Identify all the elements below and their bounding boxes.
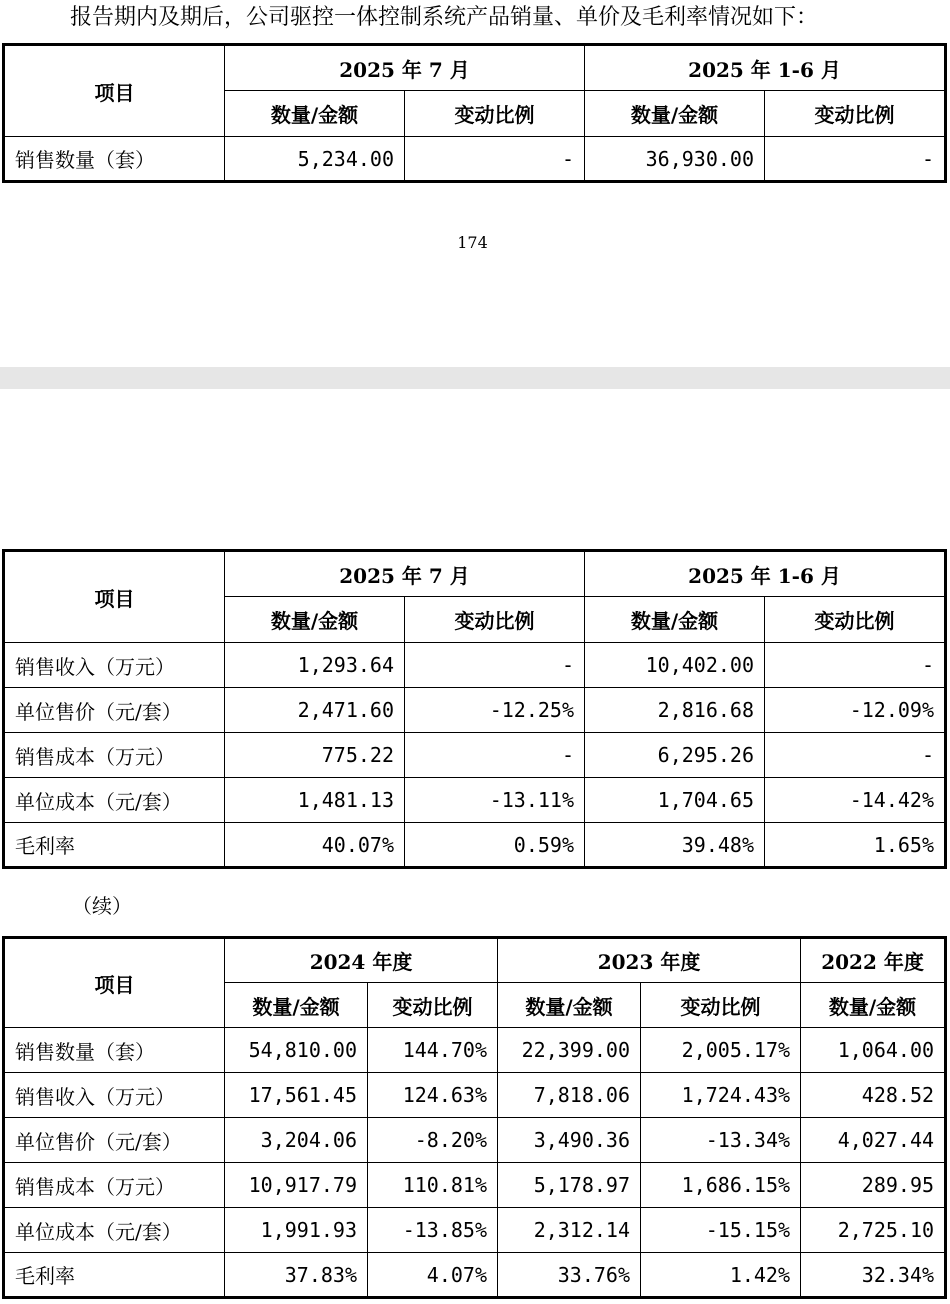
- table-cell: 32.34%: [801, 1253, 946, 1298]
- table-cell: 1,991.93: [225, 1208, 368, 1253]
- item-header: 项目: [4, 551, 225, 643]
- table-cell: 2,725.10: [801, 1208, 946, 1253]
- table-row: [4, 1253, 946, 1298]
- page-separator: [0, 367, 950, 389]
- table-cell: 1,064.00: [801, 1028, 946, 1073]
- sub-header: 变动比例: [641, 983, 801, 1028]
- table-cell: 17,561.45: [225, 1073, 368, 1118]
- table-cell: 10,917.79: [225, 1163, 368, 1208]
- table-cell: 1.65%: [765, 823, 946, 868]
- sub-header: 数量/金额: [225, 597, 405, 643]
- table-cell: -: [405, 643, 585, 688]
- table-cell: -: [765, 733, 946, 778]
- table-cell: 1.42%: [641, 1253, 801, 1298]
- table-row: [4, 137, 946, 182]
- period-header: 2025 年 1-6 月: [585, 45, 946, 91]
- row-label: 销售收入（万元）: [4, 643, 225, 688]
- page-number: 174: [457, 233, 488, 252]
- table-cell: 10,402.00: [585, 643, 765, 688]
- continued-label: （续）: [72, 894, 132, 918]
- table-cell: 40.07%: [225, 823, 405, 868]
- row-label: 单位售价（元/套）: [4, 1118, 225, 1163]
- table-cell: -13.85%: [368, 1208, 498, 1253]
- period-header: 2025 年 7 月: [225, 551, 585, 597]
- table-cell: -12.25%: [405, 688, 585, 733]
- table-cell: -15.15%: [641, 1208, 801, 1253]
- sub-header: 变动比例: [368, 983, 498, 1028]
- sub-header: 数量/金额: [225, 91, 405, 137]
- sub-header: 变动比例: [765, 91, 946, 137]
- item-header: 项目: [4, 45, 225, 137]
- table-header-row: [4, 45, 946, 91]
- table-cell: 775.22: [225, 733, 405, 778]
- table-cell: 4,027.44: [801, 1118, 946, 1163]
- row-label: 销售数量（套）: [4, 1028, 225, 1073]
- table-cell: 37.83%: [225, 1253, 368, 1298]
- table-row: [4, 1208, 946, 1253]
- table-cell: 5,178.97: [498, 1163, 641, 1208]
- intro-paragraph: 报告期内及期后，公司驱控一体控制系统产品销量、单价及毛利率情况如下：: [70, 5, 819, 30]
- table-cell: 7,818.06: [498, 1073, 641, 1118]
- sub-header: 数量/金额: [225, 983, 368, 1028]
- table-cell: 36,930.00: [585, 137, 765, 182]
- table-cell: 6,295.26: [585, 733, 765, 778]
- table-cell: 54,810.00: [225, 1028, 368, 1073]
- table-cell: 1,293.64: [225, 643, 405, 688]
- table-cell: -13.11%: [405, 778, 585, 823]
- table-cell: -: [765, 137, 946, 182]
- table-row: [4, 1163, 946, 1208]
- table-row: [4, 688, 946, 733]
- row-label: 销售收入（万元）: [4, 1073, 225, 1118]
- table-cell: 1,724.43%: [641, 1073, 801, 1118]
- table-cell: 1,481.13: [225, 778, 405, 823]
- period-header: 2023 年度: [498, 938, 801, 983]
- table-row: [4, 823, 946, 868]
- table-cell: 3,204.06: [225, 1118, 368, 1163]
- table-row: [4, 733, 946, 778]
- row-label: 单位成本（元/套）: [4, 778, 225, 823]
- table-cell: 1,704.65: [585, 778, 765, 823]
- table-cell: 289.95: [801, 1163, 946, 1208]
- row-label: 销售成本（万元）: [4, 733, 225, 778]
- row-label: 毛利率: [4, 1253, 225, 1298]
- table-cell: -13.34%: [641, 1118, 801, 1163]
- sub-header: 数量/金额: [498, 983, 641, 1028]
- table-cell: -8.20%: [368, 1118, 498, 1163]
- sales-quantity-table-2025: [2, 43, 947, 183]
- period-header: 2025 年 1-6 月: [585, 551, 946, 597]
- table-cell: -: [765, 643, 946, 688]
- table-cell: 2,816.68: [585, 688, 765, 733]
- item-header: 项目: [4, 938, 225, 1028]
- table-cell: 0.59%: [405, 823, 585, 868]
- period-header: 2024 年度: [225, 938, 498, 983]
- sub-header: 变动比例: [765, 597, 946, 643]
- table-cell: -: [405, 733, 585, 778]
- row-label: 单位售价（元/套）: [4, 688, 225, 733]
- sales-metrics-table-2025: [2, 549, 947, 869]
- period-header: 2022 年度: [801, 938, 946, 983]
- row-label: 毛利率: [4, 823, 225, 868]
- table-cell: 2,312.14: [498, 1208, 641, 1253]
- table-cell: 33.76%: [498, 1253, 641, 1298]
- table-cell: 144.70%: [368, 1028, 498, 1073]
- table-cell: 110.81%: [368, 1163, 498, 1208]
- period-header: 2025 年 7 月: [225, 45, 585, 91]
- table-cell: 1,686.15%: [641, 1163, 801, 1208]
- table-cell: 428.52: [801, 1073, 946, 1118]
- table-row: [4, 1073, 946, 1118]
- table-cell: 5,234.00: [225, 137, 405, 182]
- row-label: 销售数量（套）: [4, 137, 225, 182]
- table-row: [4, 778, 946, 823]
- sub-header: 变动比例: [405, 91, 585, 137]
- table-row: [4, 1028, 946, 1073]
- table-cell: 39.48%: [585, 823, 765, 868]
- table-cell: 2,471.60: [225, 688, 405, 733]
- table-cell: 4.07%: [368, 1253, 498, 1298]
- table-cell: -14.42%: [765, 778, 946, 823]
- sub-header: 数量/金额: [585, 91, 765, 137]
- table-row: [4, 643, 946, 688]
- table-cell: 2,005.17%: [641, 1028, 801, 1073]
- sub-header: 数量/金额: [801, 983, 946, 1028]
- table-row: [4, 1118, 946, 1163]
- sub-header: 变动比例: [405, 597, 585, 643]
- row-label: 销售成本（万元）: [4, 1163, 225, 1208]
- row-label: 单位成本（元/套）: [4, 1208, 225, 1253]
- table-header-row: [4, 938, 946, 983]
- table-cell: -: [405, 137, 585, 182]
- table-cell: -12.09%: [765, 688, 946, 733]
- table-cell: 124.63%: [368, 1073, 498, 1118]
- sales-metrics-table-annual: [2, 936, 947, 1299]
- table-cell: 22,399.00: [498, 1028, 641, 1073]
- table-cell: 3,490.36: [498, 1118, 641, 1163]
- sub-header: 数量/金额: [585, 597, 765, 643]
- table-header-row: [4, 551, 946, 597]
